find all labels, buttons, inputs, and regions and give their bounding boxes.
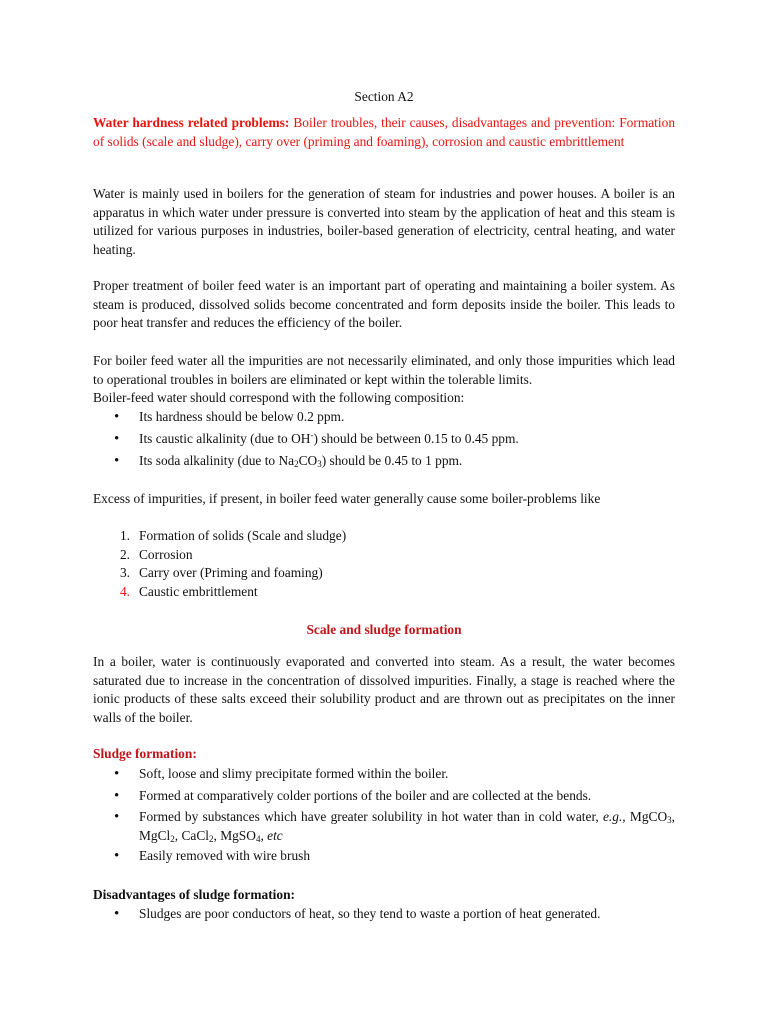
heading-sludge-formation: Sludge formation: — [93, 746, 197, 761]
list-item: • Its caustic alkalinity (due to OH-) should be between 0.15 to 0.45 ppm. — [114, 430, 675, 449]
list-item: • Sludges are poor conductors of heat, so they tend to waste a portion of heat generated. — [114, 905, 675, 924]
heading-scale-sludge: Scale and sludge formation — [306, 622, 462, 637]
intro-rest: Boiler troubles, their causes, disadvantages and prevention: Formation of solids (scale and sludge), carry over (priming and foaming), corrosion and caustic embrittlement — [93, 115, 676, 149]
list-item: • Soft, loose and slimy precipitate formed within the boiler. — [114, 765, 675, 784]
disadvantages-list — [114, 905, 675, 924]
paragraph-impurities: For boiler feed water all the impurities are not necessarily eliminated, and only those impurities which lead to operational troubles in boilers are eliminated or kept within the tolerable limits. — [93, 353, 675, 387]
list-item: • Easily removed with wire brush — [114, 847, 675, 866]
list-item: • Its soda alkalinity (due to $Na_2CO_3$) should be 0.45 to 1 ppm. — [114, 452, 675, 471]
intro-bold-lead: Water hardness related problems: — [93, 115, 290, 130]
paragraph-treatment: Proper treatment of boiler feed water is an important part of operating and maintaining a boiler system. As steam is produced, dissolved solids become concentrated and form deposits inside the boiler. This leads to poor heat transfer and reduces the efficiency of the boiler. — [93, 278, 675, 330]
paragraph-excess: Excess of impurities, if present, in boiler feed water generally cause some boiler-problems like — [93, 491, 601, 506]
paragraph-composition-lead: Boiler-feed water should correspond with the following composition: — [93, 390, 465, 405]
list-item: 4. Caustic embrittlement — [119, 583, 258, 599]
composition-list — [114, 408, 675, 471]
list-item: 3. Carry over (Priming and foaming) — [119, 565, 323, 580]
list-item: 2. Corrosion — [119, 546, 193, 562]
paragraph-boiler-intro: Water is mainly used in boilers for the generation of steam for industries and power houses. A boiler is an apparatus in which water under pressure is converted into steam by the application of heat and this steam is utilized for various purposes in industries, boiler-based generation of electricity, central heating, and water heating. — [93, 186, 675, 257]
list-item: 1. Formation of solids (Scale and sludge) — [119, 528, 347, 543]
problems-list — [114, 527, 675, 601]
section-title: Section A2 — [354, 89, 414, 104]
sludge-list — [114, 765, 675, 866]
list-item: • Formed by substances which have greater solubility in hot water than in cold water, e.g., MgCO$_3$, MgCl$_2$, CaCl$_2$, MgSO$_4$, etc — [114, 808, 675, 845]
intro-paragraph — [93, 114, 675, 151]
list-item: • Its hardness should be below 0.2 ppm. — [114, 408, 675, 427]
list-item: • Formed at comparatively colder portions of the boiler and are collected at the bends. — [114, 787, 675, 806]
paragraph-evaporation: In a boiler, water is continuously evaporated and converted into steam. As a result, the water becomes saturated due to increase in the concentration of dissolved impurities. Finally, a stage is reached where the ionic products of these salts exceed their solubility product and are thrown out as precipitates on the inner walls of the boiler. — [93, 654, 675, 725]
heading-disadvantages: Disadvantages of sludge formation: — [93, 887, 295, 902]
